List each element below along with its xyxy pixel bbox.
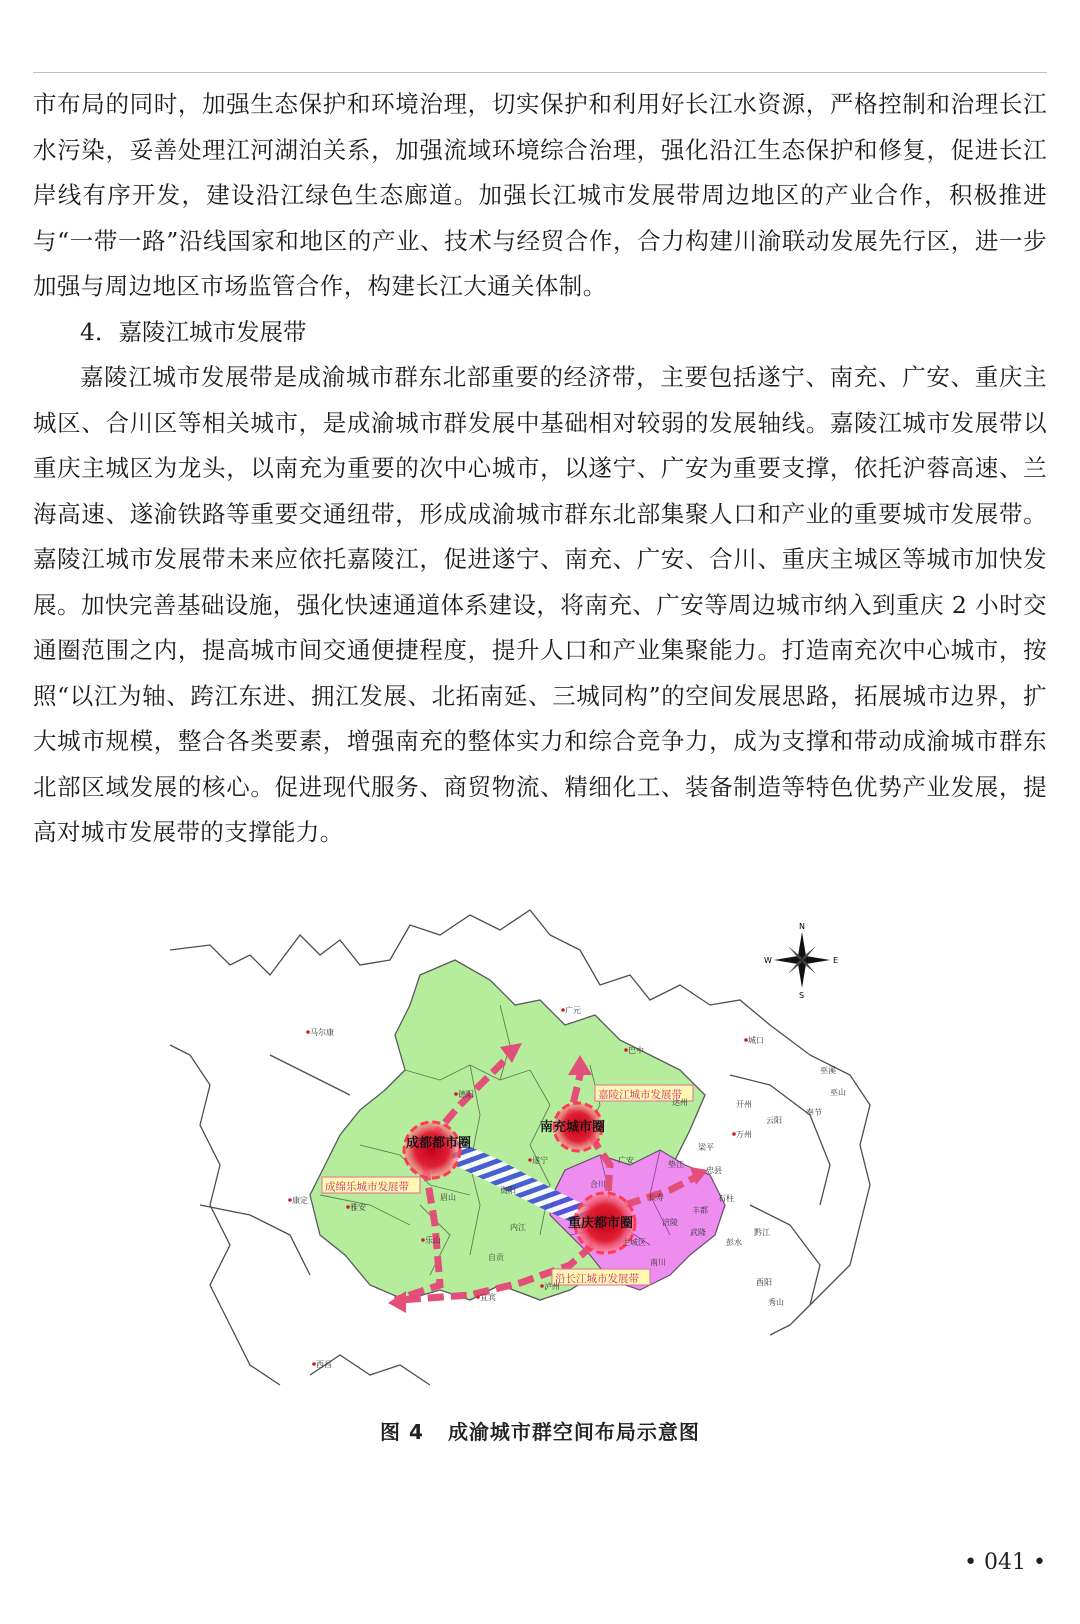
map-svg — [170, 905, 945, 1395]
place-label: 马尔康 — [310, 1028, 334, 1037]
page-number: • 041 • — [964, 1550, 1046, 1575]
place-label: 西昌 — [316, 1360, 332, 1369]
place-label: 云阳 — [766, 1116, 782, 1125]
place-label: 长寿 — [648, 1193, 664, 1202]
place-label: 巫山 — [830, 1088, 846, 1097]
place-label: 广安 — [618, 1156, 634, 1165]
svg-text:E: E — [833, 956, 839, 965]
place-label: 黔江 — [754, 1228, 770, 1237]
place-label: 忠县 — [706, 1166, 722, 1175]
map-figure — [170, 905, 945, 1395]
figure-caption — [0, 1416, 1080, 1445]
place-label: 丰都 — [692, 1206, 708, 1215]
place-label: 万州 — [736, 1130, 752, 1139]
place-label: 奉节 — [806, 1108, 822, 1117]
svg-text:沿长江城市发展带: 沿长江城市发展带 — [555, 1273, 639, 1285]
place-label: 乐山 — [425, 1236, 441, 1245]
place-label: 梁平 — [698, 1143, 714, 1152]
svg-text:嘉陵江城市发展带: 嘉陵江城市发展带 — [598, 1089, 682, 1101]
svg-text:S: S — [799, 991, 805, 1000]
place-label: 主城区 — [622, 1238, 646, 1247]
svg-text:W: W — [764, 956, 772, 965]
place-label: 南川 — [650, 1258, 666, 1267]
place-label: 眉山 — [440, 1193, 456, 1202]
paragraph-continuation: 市布局的同时，加强生态保护和环境治理，切实保护和利用好长江水资源，严格控制和治理长江水污染，妥善处理江河湖泊关系，加强流域环境综合治理，强化沿江生态保护和修复，促进长江岸线有序开发，建设沿江绿色生态廊道。加强长江城市发展带周边地区的产业合作，积极推进与“一带一路”沿线国家和地区的产业、技术与经贸合作，合力构建川渝联动发展先行区，进一步加强与周边地区市场监管合作，构建长江大通关体制。 — [33, 90, 1047, 300]
place-label: 彭水 — [726, 1238, 742, 1247]
place-label: 康定 — [292, 1196, 308, 1205]
place-label: 开州 — [736, 1100, 752, 1109]
place-label: 垫江 — [668, 1160, 684, 1169]
place-label: 雅安 — [350, 1203, 366, 1212]
place-label: 合川 — [590, 1180, 606, 1189]
place-label: 石柱 — [718, 1194, 734, 1203]
figure-title: 成渝城市群空间布局示意图 — [447, 1420, 700, 1444]
place-label: 遂宁 — [532, 1156, 548, 1165]
place-label: 巴中 — [628, 1046, 644, 1055]
place-label: 宜宾 — [480, 1293, 496, 1302]
place-label: 内江 — [510, 1223, 526, 1232]
chongqing-circle-label: 重庆都市圈 — [568, 1216, 634, 1231]
svg-text:N: N — [799, 922, 805, 931]
place-label: 资阳 — [500, 1186, 516, 1195]
chengdu-circle-label: 成都都市圈 — [406, 1136, 472, 1151]
chengmianle-corridor-label — [322, 1177, 420, 1193]
header-rule — [33, 72, 1047, 73]
compass-rose — [764, 922, 838, 1000]
section-heading: 4．嘉陵江城市发展带 — [80, 317, 307, 346]
place-label: 达州 — [672, 1098, 688, 1107]
place-label: 武隆 — [690, 1228, 706, 1237]
yangtze-corridor-label — [552, 1269, 650, 1285]
figure-number: 图 4 — [380, 1420, 424, 1444]
place-label: 泸州 — [544, 1282, 560, 1291]
place-label: 广元 — [565, 1006, 581, 1015]
place-label: 自贡 — [488, 1253, 504, 1262]
place-label: 城口 — [748, 1036, 764, 1045]
place-label: 酉阳 — [756, 1278, 772, 1287]
nanchong-circle-label: 南充城市圈 — [540, 1120, 606, 1135]
place-label: 秀山 — [768, 1298, 784, 1307]
body-text — [33, 82, 1047, 856]
place-label: 涪陵 — [662, 1218, 678, 1227]
paragraph-jialing: 嘉陵江城市发展带是成渝城市群东北部重要的经济带，主要包括遂宁、南充、广安、重庆主城区、合川区等相关城市，是成渝城市群发展中基础相对较弱的发展轴线。嘉陵江城市发展带以重庆主城区为龙头，以南充为重要的次中心城市，以遂宁、广安为重要支撑，依托沪蓉高速、兰海高速、遂渝铁路等重要交通纽带，形成成渝城市群东北部集聚人口和产业的重要城市发展带。嘉陵江城市发展带未来应依托嘉陵江，促进遂宁、南充、广安、合川、重庆主城区等城市加快发展。加快完善基础设施，强化快速通道体系建设，将南充、广安等周边城市纳入到重庆 2 小时交通圈范围之内，提高城市间交通便捷程度，提升人口和产业集聚能力。打造南充次中心城市，按照“以江为轴、跨江东进、拥江发展、北拓南延、三城同构”的空间发展思路，拓展城市边界，扩大城市规模，整合各类要素，增强南充的整体实力和综合竞争力，成为支撑和带动成渝城市群东北部区域发展的核心。促进现代服务、商贸物流、精细化工、装备制造等特色优势产业发展，提高对城市发展带的支撑能力。 — [33, 363, 1047, 846]
place-label: 巫溪 — [820, 1066, 836, 1075]
svg-text:成绵乐城市发展带: 成绵乐城市发展带 — [325, 1181, 409, 1193]
place-label: 德阳 — [458, 1090, 474, 1099]
